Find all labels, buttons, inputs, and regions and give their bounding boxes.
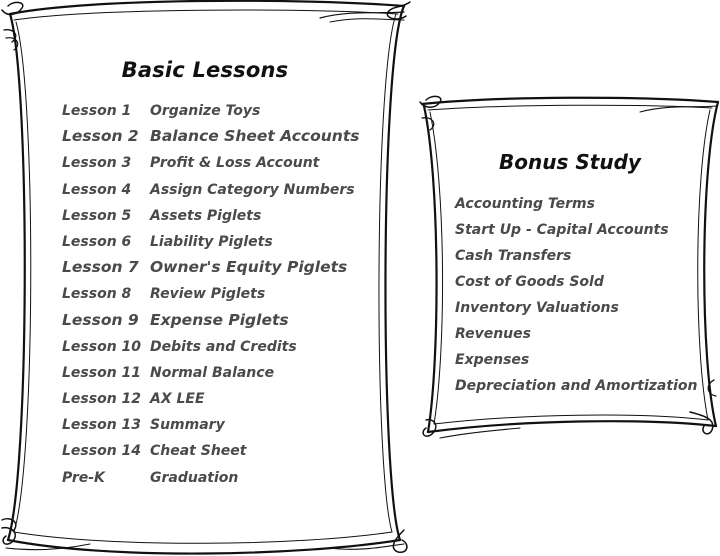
- lesson-number: Lesson 6: [62, 233, 132, 250]
- lesson-number: Lesson 12: [62, 391, 142, 408]
- lesson-title[interactable]: Owner's Equity Piglets: [150, 258, 348, 277]
- lesson-number: Lesson 9: [62, 310, 139, 329]
- lesson-number: Lesson 11: [62, 364, 142, 381]
- bonus-item-depreciation[interactable]: Depreciation and Amortization: [455, 378, 698, 394]
- lesson-title[interactable]: Graduation: [150, 469, 239, 486]
- lesson-title[interactable]: Debits and Credits: [150, 338, 297, 355]
- lesson-title[interactable]: Organize Toys: [150, 103, 261, 119]
- lesson-title[interactable]: Summary: [150, 417, 225, 434]
- lesson-title[interactable]: Normal Balance: [150, 364, 275, 381]
- lesson-number: Lesson 2: [62, 127, 139, 146]
- lesson-title[interactable]: Review Piglets: [150, 286, 266, 303]
- lesson-title[interactable]: Balance Sheet Accounts: [150, 127, 360, 146]
- bonus-study-panel: [420, 98, 720, 438]
- lesson-number: Lesson 7: [62, 258, 139, 277]
- lesson-title[interactable]: Cheat Sheet: [150, 443, 247, 460]
- lesson-title[interactable]: Profit & Loss Account: [150, 155, 320, 172]
- lesson-title[interactable]: Liability Piglets: [150, 233, 273, 250]
- lesson-number: Lesson 13: [62, 417, 142, 434]
- lesson-number: Lesson 10: [62, 338, 142, 355]
- lesson-title[interactable]: AX LEE: [150, 391, 205, 408]
- lesson-title[interactable]: Expense Piglets: [150, 310, 289, 329]
- bonus-item-accounting-terms[interactable]: Accounting Terms: [455, 196, 595, 212]
- lesson-number: Lesson 1: [62, 103, 132, 119]
- bonus-list: [455, 193, 697, 401]
- bonus-item-expenses[interactable]: Expenses: [455, 352, 530, 368]
- bonus-item-revenues[interactable]: Revenues: [455, 326, 531, 342]
- lesson-number: Lesson 5: [62, 207, 132, 224]
- lesson-title[interactable]: Assets Piglets: [150, 207, 262, 224]
- bonus-study-title: Bonus Study: [499, 150, 641, 174]
- lesson-number: Lesson 3: [62, 155, 132, 172]
- bonus-item-cash-transfers[interactable]: Cash Transfers: [455, 248, 572, 264]
- lesson-number: Pre-K: [62, 469, 105, 486]
- lesson-number: Lesson 14: [62, 443, 142, 460]
- lesson-number: Lesson 8: [62, 286, 132, 303]
- bonus-item-capital-accounts[interactable]: Start Up - Capital Accounts: [455, 222, 669, 238]
- basic-lessons-title: Basic Lessons: [121, 58, 289, 82]
- lesson-number: Lesson 4: [62, 181, 132, 198]
- lesson-title[interactable]: Assign Category Numbers: [150, 181, 355, 198]
- bonus-item-cost-of-goods-sold[interactable]: Cost of Goods Sold: [455, 274, 604, 290]
- bonus-item-inventory-valuations[interactable]: Inventory Valuations: [455, 300, 619, 316]
